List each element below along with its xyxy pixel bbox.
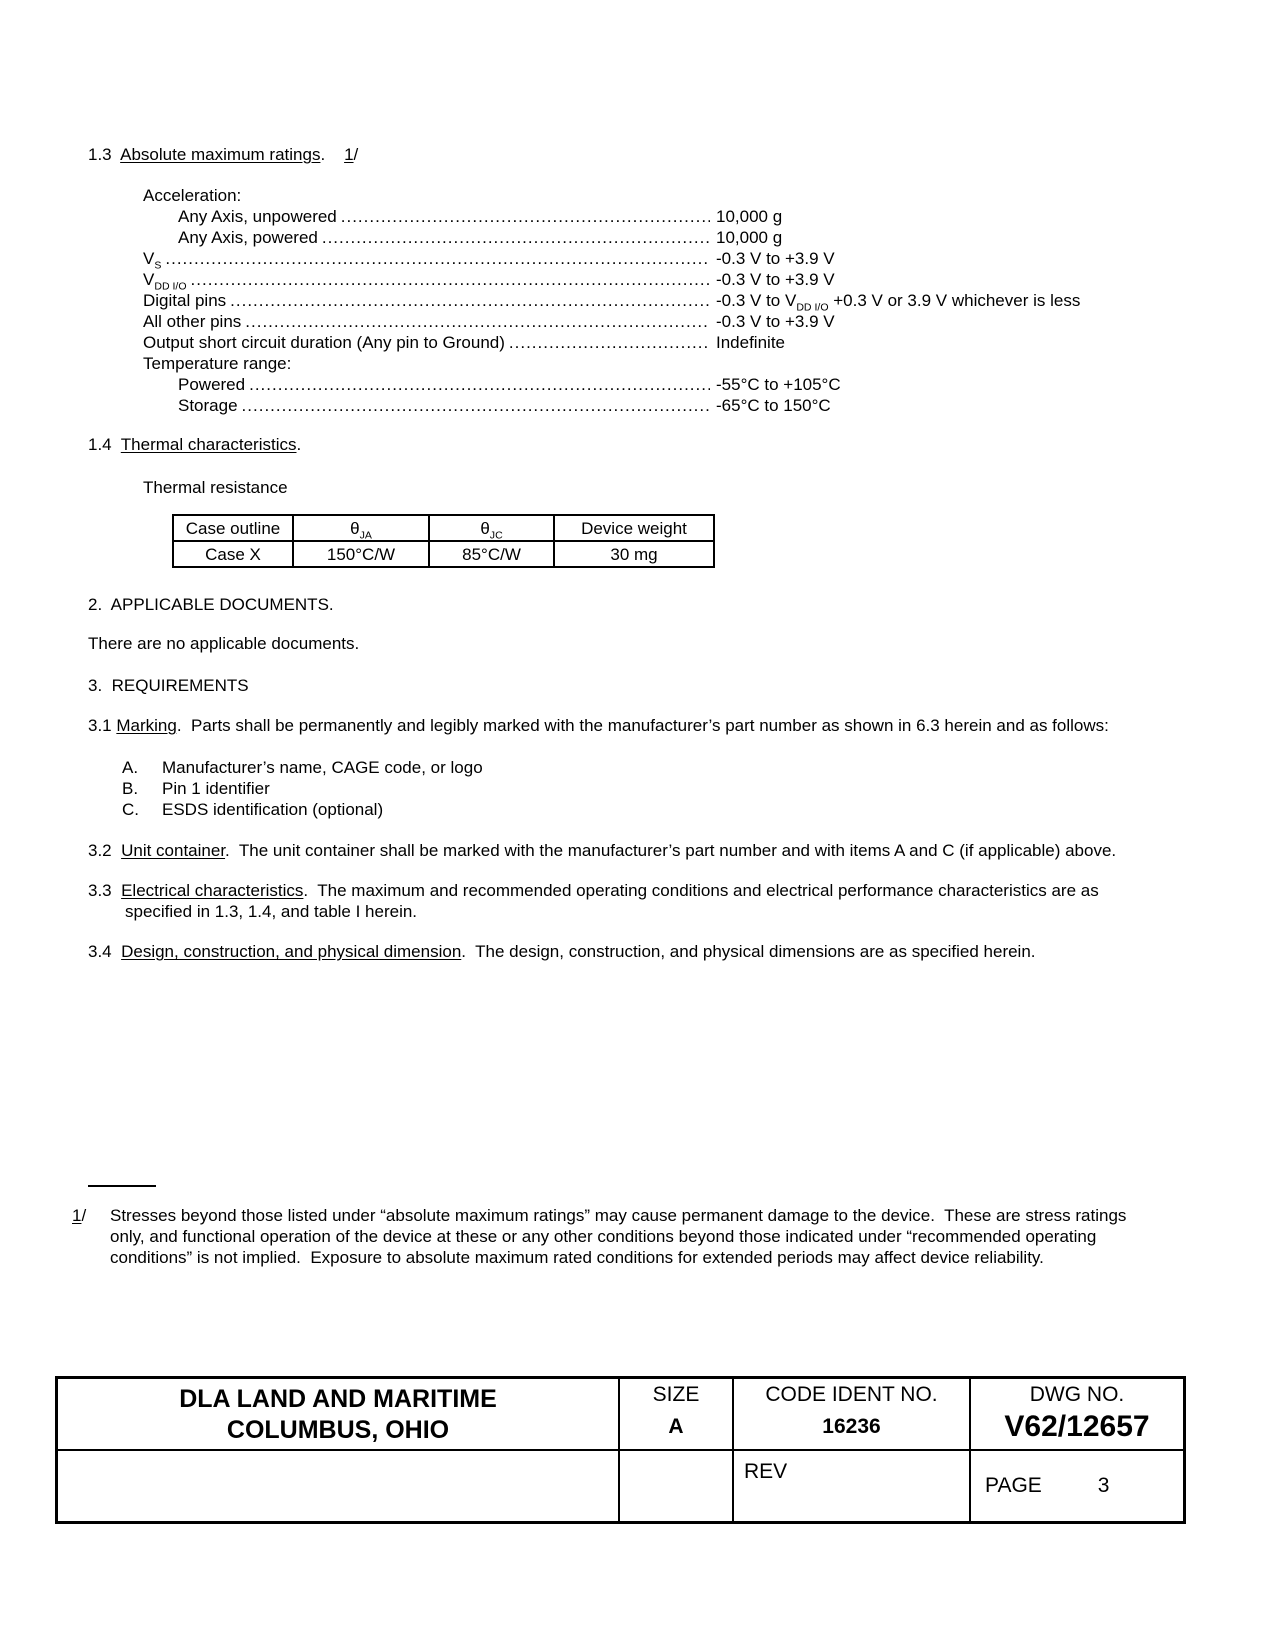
thermal-data-cell: Case X: [173, 541, 293, 567]
marking-item: [122, 778, 1185, 799]
thermal-data-cell: 85°C/W: [429, 541, 554, 567]
size-cell: [620, 1379, 734, 1449]
section-3-3-paragraph: 3.3 Electrical characteristics. The maximum and recommended operating conditions and electrical performance characteristics are as specified in 1.3, 1.4, and table I herein.: [88, 881, 1104, 921]
marking-items-list: [72, 757, 1185, 820]
dot-leader: [509, 332, 710, 353]
section-3-2-paragraph: 3.2 Unit container. The unit container shall be marked with the manufacturer’s part number and with items A and C (if applicable) above.: [88, 841, 1117, 860]
thermal-data-cell: 30 mg: [554, 541, 714, 567]
rating-label: Powered: [178, 375, 246, 394]
thermal-header-cell: Device weight: [554, 515, 714, 541]
page-content: [72, 144, 1185, 962]
dot-leader: [245, 311, 710, 332]
rating-label: Output short circuit duration (Any pin to Ground): [143, 333, 505, 352]
title-block: [55, 1376, 1186, 1524]
marking-item: [122, 799, 1185, 820]
rating-label: Storage: [178, 396, 238, 415]
dwg-no-cell: [971, 1379, 1183, 1449]
rating-row: [143, 290, 1185, 314]
dot-leader: [165, 248, 710, 269]
page-number: 3: [1097, 1474, 1110, 1497]
rating-label: $V_{DD I/O}$: [143, 270, 187, 293]
footnote: [72, 1205, 1185, 1268]
section-3-4-paragraph: 3.4 Design, construction, and physical dimension. The design, construction, and physical dimensions are as specified herein.: [88, 942, 1036, 961]
page-label: PAGE: [985, 1474, 1042, 1497]
rating-value: -0.3 V to +3.9 V: [716, 312, 835, 331]
thermal-table-body: [173, 515, 714, 567]
footnote-separator-line: [88, 1185, 156, 1187]
thermal-header-cell: $\theta_{JC}$: [429, 515, 554, 541]
thermal-data-cell: 150°C/W: [293, 541, 429, 567]
organization-line2: COLUMBUS, OHIO: [226, 1416, 450, 1444]
rating-row: [143, 353, 1185, 374]
dwg-no-label: DWG NO.: [1029, 1383, 1125, 1406]
rev-cell: [734, 1451, 971, 1522]
rating-row: [143, 269, 1185, 293]
rating-label: Any Axis, powered: [178, 228, 318, 247]
thermal-header-cell: $\theta_{JA}$: [293, 515, 429, 541]
rating-row: [143, 185, 1185, 206]
organization-line1: DLA LAND AND MARITIME: [179, 1385, 497, 1413]
thermal-header-cell: Case outline: [173, 515, 293, 541]
rating-label: $V_S$: [143, 249, 162, 272]
code-ident-cell: [734, 1379, 971, 1449]
ratings-list: [72, 185, 1185, 416]
empty-cell-size: [620, 1451, 734, 1522]
organization-cell: [58, 1379, 620, 1449]
item-letter: C.: [122, 800, 139, 819]
rating-row: [143, 395, 1185, 416]
rating-row: [143, 227, 1185, 248]
rating-row: [143, 311, 1185, 332]
section-2-heading: 2. APPLICABLE DOCUMENTS.: [88, 595, 334, 614]
item-text: Manufacturer’s name, CAGE code, or logo: [162, 758, 483, 777]
footnote-area: [72, 1185, 1185, 1268]
dot-leader: [191, 269, 710, 290]
empty-cell-left: [58, 1451, 620, 1522]
rating-row: [143, 374, 1185, 395]
dwg-no-value: V62/12657: [1004, 1410, 1150, 1443]
rating-value: 10,000 g: [716, 207, 783, 226]
rating-value: -0.3 V to $V_{DD I/O} +0.3$ V or 3.9 V whichever is less: [716, 291, 1081, 314]
item-text: Pin 1 identifier: [162, 779, 270, 798]
dot-leader: [242, 395, 710, 416]
rating-value: -55°C to +105°C: [716, 375, 841, 394]
thermal-resistance-table: [172, 514, 715, 568]
rating-value: -65°C to 150°C: [716, 396, 831, 415]
rating-label: Any Axis, unpowered: [178, 207, 337, 226]
rating-label: Digital pins: [143, 291, 227, 310]
rev-label: REV: [744, 1460, 788, 1483]
rating-row: [143, 332, 1185, 353]
dot-leader: [341, 206, 710, 227]
item-text: ESDS identification (optional): [162, 800, 384, 819]
marking-item: [122, 757, 1185, 778]
dot-leader: [230, 290, 710, 311]
page-cell: [971, 1451, 1183, 1522]
rating-value: -0.3 V to +3.9 V: [716, 249, 835, 268]
section-1-3-heading: 1.3 Absolute maximum ratings. 1/: [88, 145, 359, 164]
footnote-text: Stresses beyond those listed under “absolute maximum ratings” may cause permanent damage to the device. These are stress ratings only, and functional operation of the device at these or any other conditions beyond those indicated under “recommended operating conditions” is not implied. Exposure to absolute maximum rated conditions for extended periods may affect device reliability.: [110, 1206, 1132, 1267]
thermal-data-row: [173, 541, 714, 567]
rating-label: Temperature range:: [143, 354, 292, 373]
title-block-bottom-row: [58, 1451, 1183, 1522]
item-letter: A.: [122, 758, 139, 777]
footnote-marker: 1/: [72, 1206, 87, 1225]
size-value: A: [668, 1415, 684, 1438]
item-letter: B.: [122, 779, 139, 798]
thermal-resistance-label: Thermal resistance: [143, 478, 288, 497]
code-ident-label: CODE IDENT NO.: [765, 1383, 938, 1406]
section-1-4-heading: 1.4 Thermal characteristics.: [88, 435, 302, 454]
rating-value: Indefinite: [716, 333, 785, 352]
rating-value: -0.3 V to +3.9 V: [716, 270, 835, 289]
thermal-table-head-row: [173, 515, 714, 541]
rating-row: [143, 248, 1185, 272]
size-label: SIZE: [652, 1383, 700, 1406]
dot-leader: [322, 227, 710, 248]
title-block-top-row: [58, 1379, 1183, 1451]
section-3-heading: 3. REQUIREMENTS: [88, 676, 249, 695]
rating-value: 10,000 g: [716, 228, 783, 247]
rating-row: [143, 206, 1185, 227]
rating-label: All other pins: [143, 312, 242, 331]
section-3-1-paragraph: 3.1 Marking. Parts shall be permanently and legibly marked with the manufacturer’s part number as shown in 6.3 herein and as follows:: [88, 716, 1109, 735]
rating-label: Acceleration:: [143, 186, 242, 205]
code-ident-value: 16236: [822, 1415, 881, 1438]
section-2-body: There are no applicable documents.: [88, 634, 360, 653]
dot-leader: [249, 374, 710, 395]
